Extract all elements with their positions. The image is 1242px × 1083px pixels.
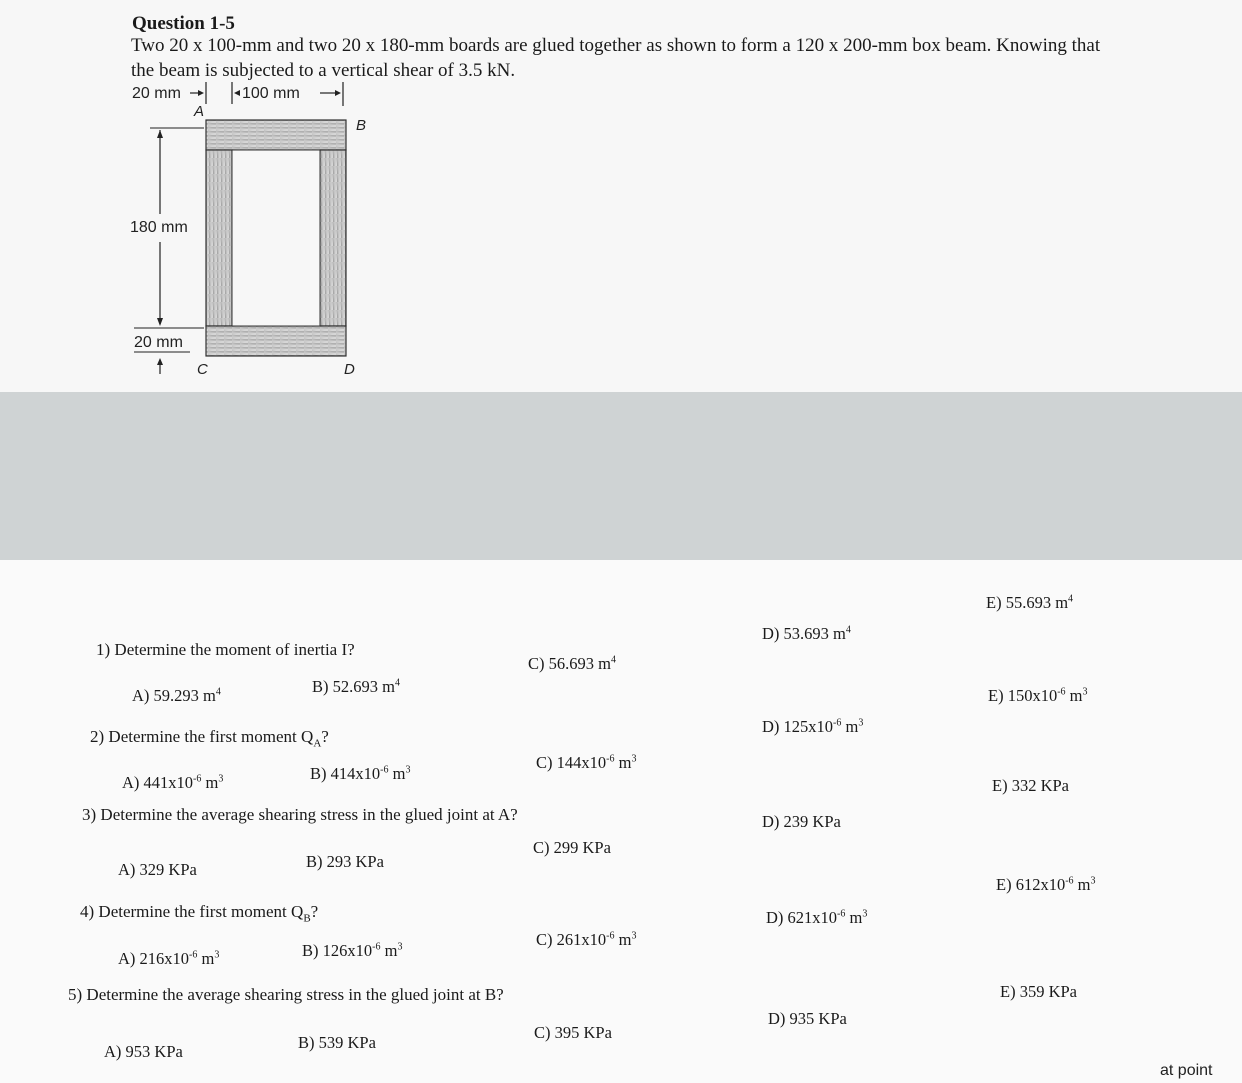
q2-option-c[interactable]: C) $144x10^{-6}$ $m^3$ (536, 753, 637, 772)
covered-region (0, 392, 1242, 564)
q4-option-c[interactable]: C) $261x10^{-6}$ $m^3$ (536, 930, 637, 949)
q3-prompt: 3) Determine the average shearing stress in the glued joint at A? (82, 805, 518, 824)
q1-option-a[interactable]: A) 59.293 $m^4$ (132, 686, 221, 705)
q1-option-c[interactable]: C) 56.693 $m^4$ (528, 654, 616, 673)
q3-option-e[interactable]: E) 332 KPa (992, 776, 1069, 795)
q2-option-d[interactable]: D) $125x10^{-6}$ $m^3$ (762, 717, 864, 736)
point-a-label: A (194, 103, 205, 120)
q5-option-d[interactable]: D) 935 KPa (768, 1009, 847, 1028)
q2-prompt: 2) Determine the first moment $Q_A$? (90, 727, 329, 750)
dim-top-left-arrowhead (198, 90, 204, 96)
q3-option-a[interactable]: A) 329 KPa (118, 860, 197, 879)
dim-top-right-arrowhead-left (234, 90, 240, 96)
q3-option-c[interactable]: C) 299 KPa (533, 838, 611, 857)
q4-option-b[interactable]: B) $126x10^{-6}$ $m^3$ (302, 941, 403, 960)
right-board (320, 150, 346, 326)
point-c-label: C (197, 361, 208, 378)
q1-prompt: 1) Determine the moment of inertia I? (96, 640, 355, 659)
q1-option-b[interactable]: B) 52.693 $m^4$ (312, 677, 400, 696)
q4-option-d[interactable]: D) $621x10^{-6}$ $m^3$ (766, 908, 868, 927)
point-b-label: B (356, 117, 367, 134)
q4-option-a[interactable]: A) $216x10^{-6}$ $m^3$ (118, 949, 220, 968)
q2-option-a[interactable]: A) $441x10^{-6}$ $m^3$ (122, 773, 224, 792)
q1-option-d[interactable]: D) 53.693 $m^4$ (762, 624, 851, 643)
dim-bottom-left-label: 20 mm (134, 334, 183, 351)
q5-option-e[interactable]: E) 359 KPa (1000, 982, 1077, 1001)
question-statement (131, 33, 1221, 83)
point-d-label: D (344, 361, 355, 378)
box-beam-figure (120, 78, 390, 388)
dim-left-arrowhead-down (157, 318, 163, 326)
q1-option-e[interactable]: E) 55.693 $m^4$ (986, 593, 1074, 612)
q4-option-e[interactable]: E) $612x10^{-6}$ $m^3$ (996, 875, 1096, 894)
left-board (206, 150, 232, 326)
q3-option-b[interactable]: B) 293 KPa (306, 852, 384, 871)
question-line-1: Two 20 x 100-mm and two 20 x 180-mm boards are glued together as shown to form a 120 x 200-mm box beam. Knowing that (131, 35, 1101, 56)
question-title: Question 1-5 (132, 13, 235, 34)
q5-option-a[interactable]: A) 953 KPa (104, 1042, 183, 1061)
dim-left-label: 180 mm (130, 219, 188, 236)
q5-prompt: 5) Determine the average shearing stress in the glued joint at B? (68, 985, 504, 1004)
q2-option-e[interactable]: E) $150x10^{-6}$ $m^3$ (988, 686, 1088, 705)
q2-option-b[interactable]: B) $414x10^{-6}$ $m^3$ (310, 764, 411, 783)
bottom-board (206, 326, 346, 356)
q5-option-b[interactable]: B) 539 KPa (298, 1033, 376, 1052)
q5-option-c[interactable]: C) 395 KPa (534, 1023, 612, 1042)
dim-top-right-arrowhead (335, 90, 341, 96)
dim-top-right-label: 100 mm (242, 85, 300, 102)
top-board (206, 120, 346, 150)
dim-left-arrowhead-up (157, 130, 163, 138)
dim-top-left-label: 20 mm (132, 85, 181, 102)
corner-stamp: at point (1160, 1062, 1213, 1079)
question-sheet (0, 0, 1242, 420)
q4-prompt: 4) Determine the first moment $Q_B$? (80, 902, 319, 925)
q3-option-d[interactable]: D) 239 KPa (762, 812, 841, 831)
dim-bottom-arrowhead (157, 358, 163, 365)
hollow-interior (232, 150, 320, 326)
question-line-2: the beam is subjected to a vertical shear of 3.5 kN. (131, 60, 516, 81)
